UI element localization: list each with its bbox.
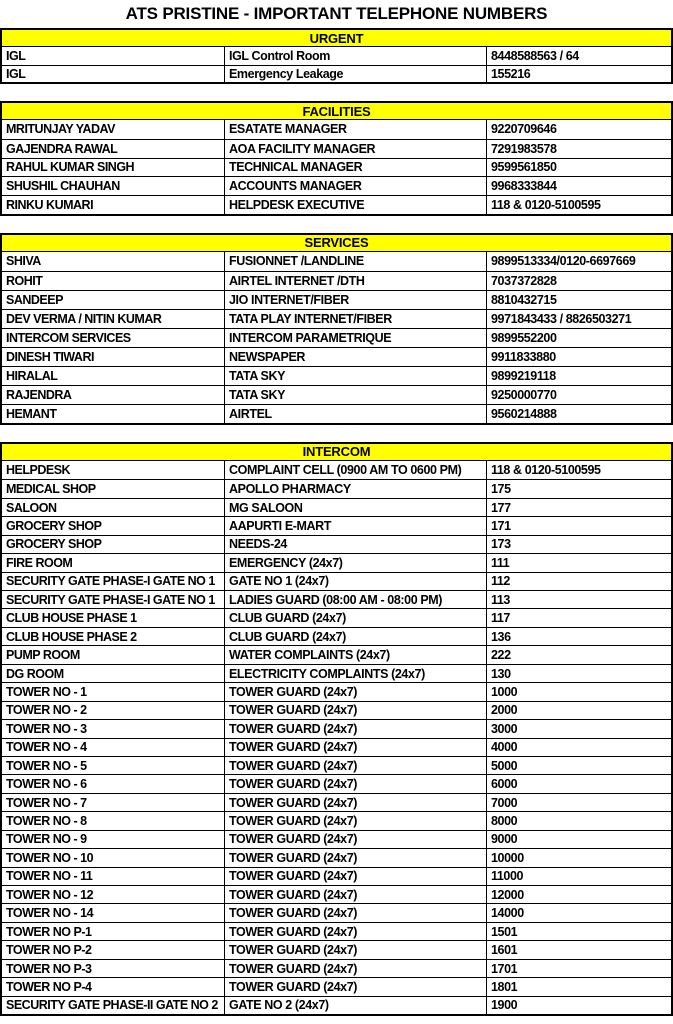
contact-number-cell: 12000 xyxy=(491,887,524,902)
contact-number-cell: 117 xyxy=(491,611,510,626)
contact-role-cell: APOLLO PHARMACY xyxy=(225,480,487,497)
contact-number-cell: 4000 xyxy=(491,740,518,755)
contact-role-cell: TOWER GUARD (24x7) xyxy=(225,849,487,866)
table-row xyxy=(2,65,671,83)
contact-role-cell: TOWER GUARD (24x7) xyxy=(225,812,487,829)
table-row xyxy=(2,811,671,829)
table-row xyxy=(2,645,671,663)
contact-name-cell: TOWER NO - 11 xyxy=(2,868,225,885)
contact-role-cell: TOWER GUARD (24x7) xyxy=(225,739,487,756)
contact-role-cell: HELPDESK EXECUTIVE xyxy=(225,196,487,214)
contact-number-cell: 177 xyxy=(491,500,511,515)
contact-number-cell: 3000 xyxy=(491,721,518,736)
contact-role-cell: TOWER GUARD (24x7) xyxy=(225,831,487,848)
table-row xyxy=(2,461,671,479)
contact-role-cell: ELECTRICITY COMPLAINTS (24x7) xyxy=(225,665,487,682)
section-header: SERVICES xyxy=(2,235,671,252)
table-row xyxy=(2,347,671,366)
contact-role-cell: TOWER GUARD (24x7) xyxy=(225,794,487,811)
table-row xyxy=(2,885,671,903)
contact-name-cell: SECURITY GATE PHASE-I GATE NO 1 xyxy=(2,591,225,608)
contact-name-cell: SHUSHIL CHAUHAN xyxy=(2,177,225,195)
contact-role-cell: TOWER GUARD (24x7) xyxy=(225,904,487,921)
directory-section xyxy=(0,233,673,425)
table-row xyxy=(2,328,671,347)
contact-name-cell: SECURITY GATE PHASE-II GATE NO 2 xyxy=(2,997,225,1014)
table-row xyxy=(2,738,671,756)
contact-number-cell: 8448588563 / 64 xyxy=(491,48,579,63)
table-row xyxy=(2,252,671,271)
contact-number-cell: 1900 xyxy=(491,998,518,1013)
contact-role-cell: TOWER GUARD (24x7) xyxy=(225,683,487,700)
table-row xyxy=(2,158,671,177)
table-row xyxy=(2,774,671,792)
contact-number-cell: 1601 xyxy=(491,943,518,958)
table-row xyxy=(2,756,671,774)
contact-role-cell: NEEDS-24 xyxy=(225,536,487,553)
contact-name-cell: CLUB HOUSE PHASE 2 xyxy=(2,628,225,645)
contact-role-cell: TOWER GUARD (24x7) xyxy=(225,960,487,977)
contact-number-cell: 1501 xyxy=(491,924,518,939)
contact-role-cell: AOA FACILITY MANAGER xyxy=(225,140,487,158)
directory-section xyxy=(0,101,673,216)
contact-role-cell: Emergency Leakage xyxy=(225,66,487,83)
table-row xyxy=(2,701,671,719)
table-row xyxy=(2,309,671,328)
contact-role-cell: COMPLAINT CELL (0900 AM TO 0600 PM) xyxy=(225,461,487,479)
contact-name-cell: DEV VERMA / NITIN KUMAR xyxy=(2,310,225,328)
contact-name-cell: HEMANT xyxy=(2,405,225,423)
contact-number-cell: 111 xyxy=(491,555,510,570)
contact-name-cell: TOWER NO - 12 xyxy=(2,886,225,903)
contact-role-cell: IGL Control Room xyxy=(225,47,487,65)
contact-number-cell: 112 xyxy=(491,574,510,589)
section-rows xyxy=(2,461,671,1014)
contact-name-cell: SANDEEP xyxy=(2,291,225,309)
table-row xyxy=(2,553,671,571)
contact-name-cell: DINESH TIWARI xyxy=(2,348,225,366)
contact-name-cell: TOWER NO P-1 xyxy=(2,923,225,940)
contact-name-cell: MEDICAL SHOP xyxy=(2,480,225,497)
contact-role-cell: TOWER GUARD (24x7) xyxy=(225,941,487,958)
table-row xyxy=(2,120,671,139)
contact-number-cell: 171 xyxy=(491,519,511,534)
contact-name-cell: HIRALAL xyxy=(2,367,225,385)
contact-name-cell: TOWER NO - 9 xyxy=(2,831,225,848)
table-row xyxy=(2,608,671,626)
contact-role-cell: TOWER GUARD (24x7) xyxy=(225,702,487,719)
section-header: FACILITIES xyxy=(2,103,671,120)
table-row xyxy=(2,498,671,516)
contact-name-cell: TOWER NO - 7 xyxy=(2,794,225,811)
table-row xyxy=(2,271,671,290)
contact-role-cell: INTERCOM PARAMETRIQUE xyxy=(225,329,487,347)
contact-name-cell: TOWER NO - 6 xyxy=(2,775,225,792)
contact-name-cell: TOWER NO - 2 xyxy=(2,702,225,719)
contact-number-cell: 1801 xyxy=(491,979,518,994)
contact-role-cell: MG SALOON xyxy=(225,499,487,516)
contact-number-cell: 7037372828 xyxy=(491,273,557,288)
contact-name-cell: TOWER NO P-3 xyxy=(2,960,225,977)
contact-number-cell: 9220709646 xyxy=(491,122,557,137)
contact-number-cell: 9968333844 xyxy=(491,179,557,194)
table-row xyxy=(2,195,671,214)
contact-name-cell: RINKU KUMARI xyxy=(2,196,225,214)
contact-number-cell: 8000 xyxy=(491,814,518,829)
table-row xyxy=(2,719,671,737)
contact-name-cell: GROCERY SHOP xyxy=(2,517,225,534)
contact-name-cell: SHIVA xyxy=(2,252,225,271)
contact-name-cell: TOWER NO - 8 xyxy=(2,812,225,829)
contact-number-cell: 9911833880 xyxy=(491,349,556,364)
contact-number-cell: 113 xyxy=(491,592,510,607)
table-row xyxy=(2,867,671,885)
contact-role-cell: GATE NO 1 (24x7) xyxy=(225,573,487,590)
directory-section xyxy=(0,442,673,1016)
contact-role-cell: TOWER GUARD (24x7) xyxy=(225,868,487,885)
contact-role-cell: AIRTEL INTERNET /DTH xyxy=(225,272,487,290)
sections-container xyxy=(0,28,673,1016)
section-rows xyxy=(2,120,671,214)
contact-name-cell: MRITUNJAY YADAV xyxy=(2,120,225,139)
table-row xyxy=(2,793,671,811)
contact-role-cell: TOWER GUARD (24x7) xyxy=(225,757,487,774)
table-row xyxy=(2,290,671,309)
contact-name-cell: SALOON xyxy=(2,499,225,516)
table-row xyxy=(2,830,671,848)
contact-name-cell: HELPDESK xyxy=(2,461,225,479)
table-row xyxy=(2,959,671,977)
contact-number-cell: 118 & 0120-5100595 xyxy=(491,198,601,213)
contact-name-cell: RAJENDRA xyxy=(2,386,225,404)
contact-role-cell: GATE NO 2 (24x7) xyxy=(225,997,487,1014)
contact-role-cell: TECHNICAL MANAGER xyxy=(225,159,487,177)
section-header: INTERCOM xyxy=(2,444,671,461)
contact-name-cell: TOWER NO P-2 xyxy=(2,941,225,958)
contact-role-cell: TATA SKY xyxy=(225,386,487,404)
contact-number-cell: 222 xyxy=(491,648,511,663)
contact-name-cell: SECURITY GATE PHASE-I GATE NO 1 xyxy=(2,573,225,590)
contact-role-cell: TOWER GUARD (24x7) xyxy=(225,886,487,903)
table-row xyxy=(2,572,671,590)
contact-name-cell: IGL xyxy=(2,47,225,65)
directory-section xyxy=(0,28,673,84)
table-row xyxy=(2,903,671,921)
contact-role-cell: AIRTEL xyxy=(225,405,487,423)
table-row xyxy=(2,385,671,404)
contact-number-cell: 9599561850 xyxy=(491,160,557,175)
contact-name-cell: ROHIT xyxy=(2,272,225,290)
table-row xyxy=(2,139,671,158)
section-rows xyxy=(2,47,671,82)
contact-number-cell: 11000 xyxy=(491,869,524,884)
contact-role-cell: CLUB GUARD (24x7) xyxy=(225,609,487,626)
contact-number-cell: 9971843433 / 8826503271 xyxy=(491,311,632,326)
contact-role-cell: TOWER GUARD (24x7) xyxy=(225,775,487,792)
table-row xyxy=(2,479,671,497)
contact-number-cell: 10000 xyxy=(491,850,524,865)
contact-name-cell: TOWER NO - 3 xyxy=(2,720,225,737)
table-row xyxy=(2,664,671,682)
contact-name-cell: TOWER NO P-4 xyxy=(2,978,225,995)
table-row xyxy=(2,366,671,385)
contact-number-cell: 9899513334/0120-6697669 xyxy=(491,254,636,269)
contact-role-cell: JIO INTERNET/FIBER xyxy=(225,291,487,309)
contact-role-cell: NEWSPAPER xyxy=(225,348,487,366)
table-row xyxy=(2,516,671,534)
contact-name-cell: CLUB HOUSE PHASE 1 xyxy=(2,609,225,626)
table-row xyxy=(2,996,671,1014)
contact-number-cell: 2000 xyxy=(491,703,518,718)
contact-number-cell: 5000 xyxy=(491,758,518,773)
contact-role-cell: WATER COMPLAINTS (24x7) xyxy=(225,646,487,663)
contact-name-cell: TOWER NO - 5 xyxy=(2,757,225,774)
contact-number-cell: 9899552200 xyxy=(491,330,557,345)
contact-role-cell: TATA PLAY INTERNET/FIBER xyxy=(225,310,487,328)
contact-role-cell: FUSIONNET /LANDLINE xyxy=(225,252,487,271)
table-row xyxy=(2,176,671,195)
contact-name-cell: FIRE ROOM xyxy=(2,554,225,571)
table-row xyxy=(2,590,671,608)
contact-role-cell: TOWER GUARD (24x7) xyxy=(225,923,487,940)
table-row xyxy=(2,922,671,940)
contact-number-cell: 173 xyxy=(491,537,511,552)
contact-number-cell: 8810432715 xyxy=(491,292,557,307)
section-rows xyxy=(2,252,671,423)
contact-role-cell: ACCOUNTS MANAGER xyxy=(225,177,487,195)
contact-name-cell: TOWER NO - 4 xyxy=(2,739,225,756)
contact-role-cell: AAPURTI E-MART xyxy=(225,517,487,534)
contact-number-cell: 14000 xyxy=(491,906,524,921)
contact-role-cell: TOWER GUARD (24x7) xyxy=(225,720,487,737)
contact-role-cell: LADIES GUARD (08:00 AM - 08:00 PM) xyxy=(225,591,487,608)
contact-role-cell: TOWER GUARD (24x7) xyxy=(225,978,487,995)
table-row xyxy=(2,848,671,866)
contact-name-cell: DG ROOM xyxy=(2,665,225,682)
contact-number-cell: 9899219118 xyxy=(491,368,556,383)
contact-role-cell: ESATATE MANAGER xyxy=(225,120,487,139)
contact-number-cell: 155216 xyxy=(491,66,531,81)
contact-number-cell: 7000 xyxy=(491,795,518,810)
contact-number-cell: 7291983578 xyxy=(491,141,557,156)
contact-number-cell: 9250000770 xyxy=(491,387,557,402)
contact-name-cell: IGL xyxy=(2,66,225,83)
contact-number-cell: 136 xyxy=(491,629,511,644)
contact-number-cell: 9000 xyxy=(491,832,518,847)
contact-name-cell: TOWER NO - 14 xyxy=(2,904,225,921)
page-title: ATS PRISTINE - IMPORTANT TELEPHONE NUMBERS xyxy=(125,4,548,23)
contact-role-cell: CLUB GUARD (24x7) xyxy=(225,628,487,645)
contact-number-cell: 118 & 0120-5100595 xyxy=(491,463,601,478)
contact-name-cell: TOWER NO - 10 xyxy=(2,849,225,866)
contact-name-cell: PUMP ROOM xyxy=(2,646,225,663)
table-row xyxy=(2,404,671,423)
contact-number-cell: 175 xyxy=(491,482,511,497)
contact-name-cell: TOWER NO - 1 xyxy=(2,683,225,700)
contact-number-cell: 1000 xyxy=(491,684,518,699)
table-row xyxy=(2,682,671,700)
contact-number-cell: 130 xyxy=(491,666,511,681)
contact-name-cell: GROCERY SHOP xyxy=(2,536,225,553)
table-row xyxy=(2,535,671,553)
contact-role-cell: TATA SKY xyxy=(225,367,487,385)
table-row xyxy=(2,977,671,995)
contact-number-cell: 6000 xyxy=(491,777,518,792)
contact-number-cell: 1701 xyxy=(491,961,518,976)
table-row xyxy=(2,627,671,645)
table-row xyxy=(2,940,671,958)
contact-name-cell: GAJENDRA RAWAL xyxy=(2,140,225,158)
section-header: URGENT xyxy=(2,30,671,47)
table-row xyxy=(2,47,671,65)
contact-role-cell: EMERGENCY (24x7) xyxy=(225,554,487,571)
contact-name-cell: INTERCOM SERVICES xyxy=(2,329,225,347)
contact-name-cell: RAHUL KUMAR SINGH xyxy=(2,159,225,177)
contact-number-cell: 9560214888 xyxy=(491,406,557,421)
